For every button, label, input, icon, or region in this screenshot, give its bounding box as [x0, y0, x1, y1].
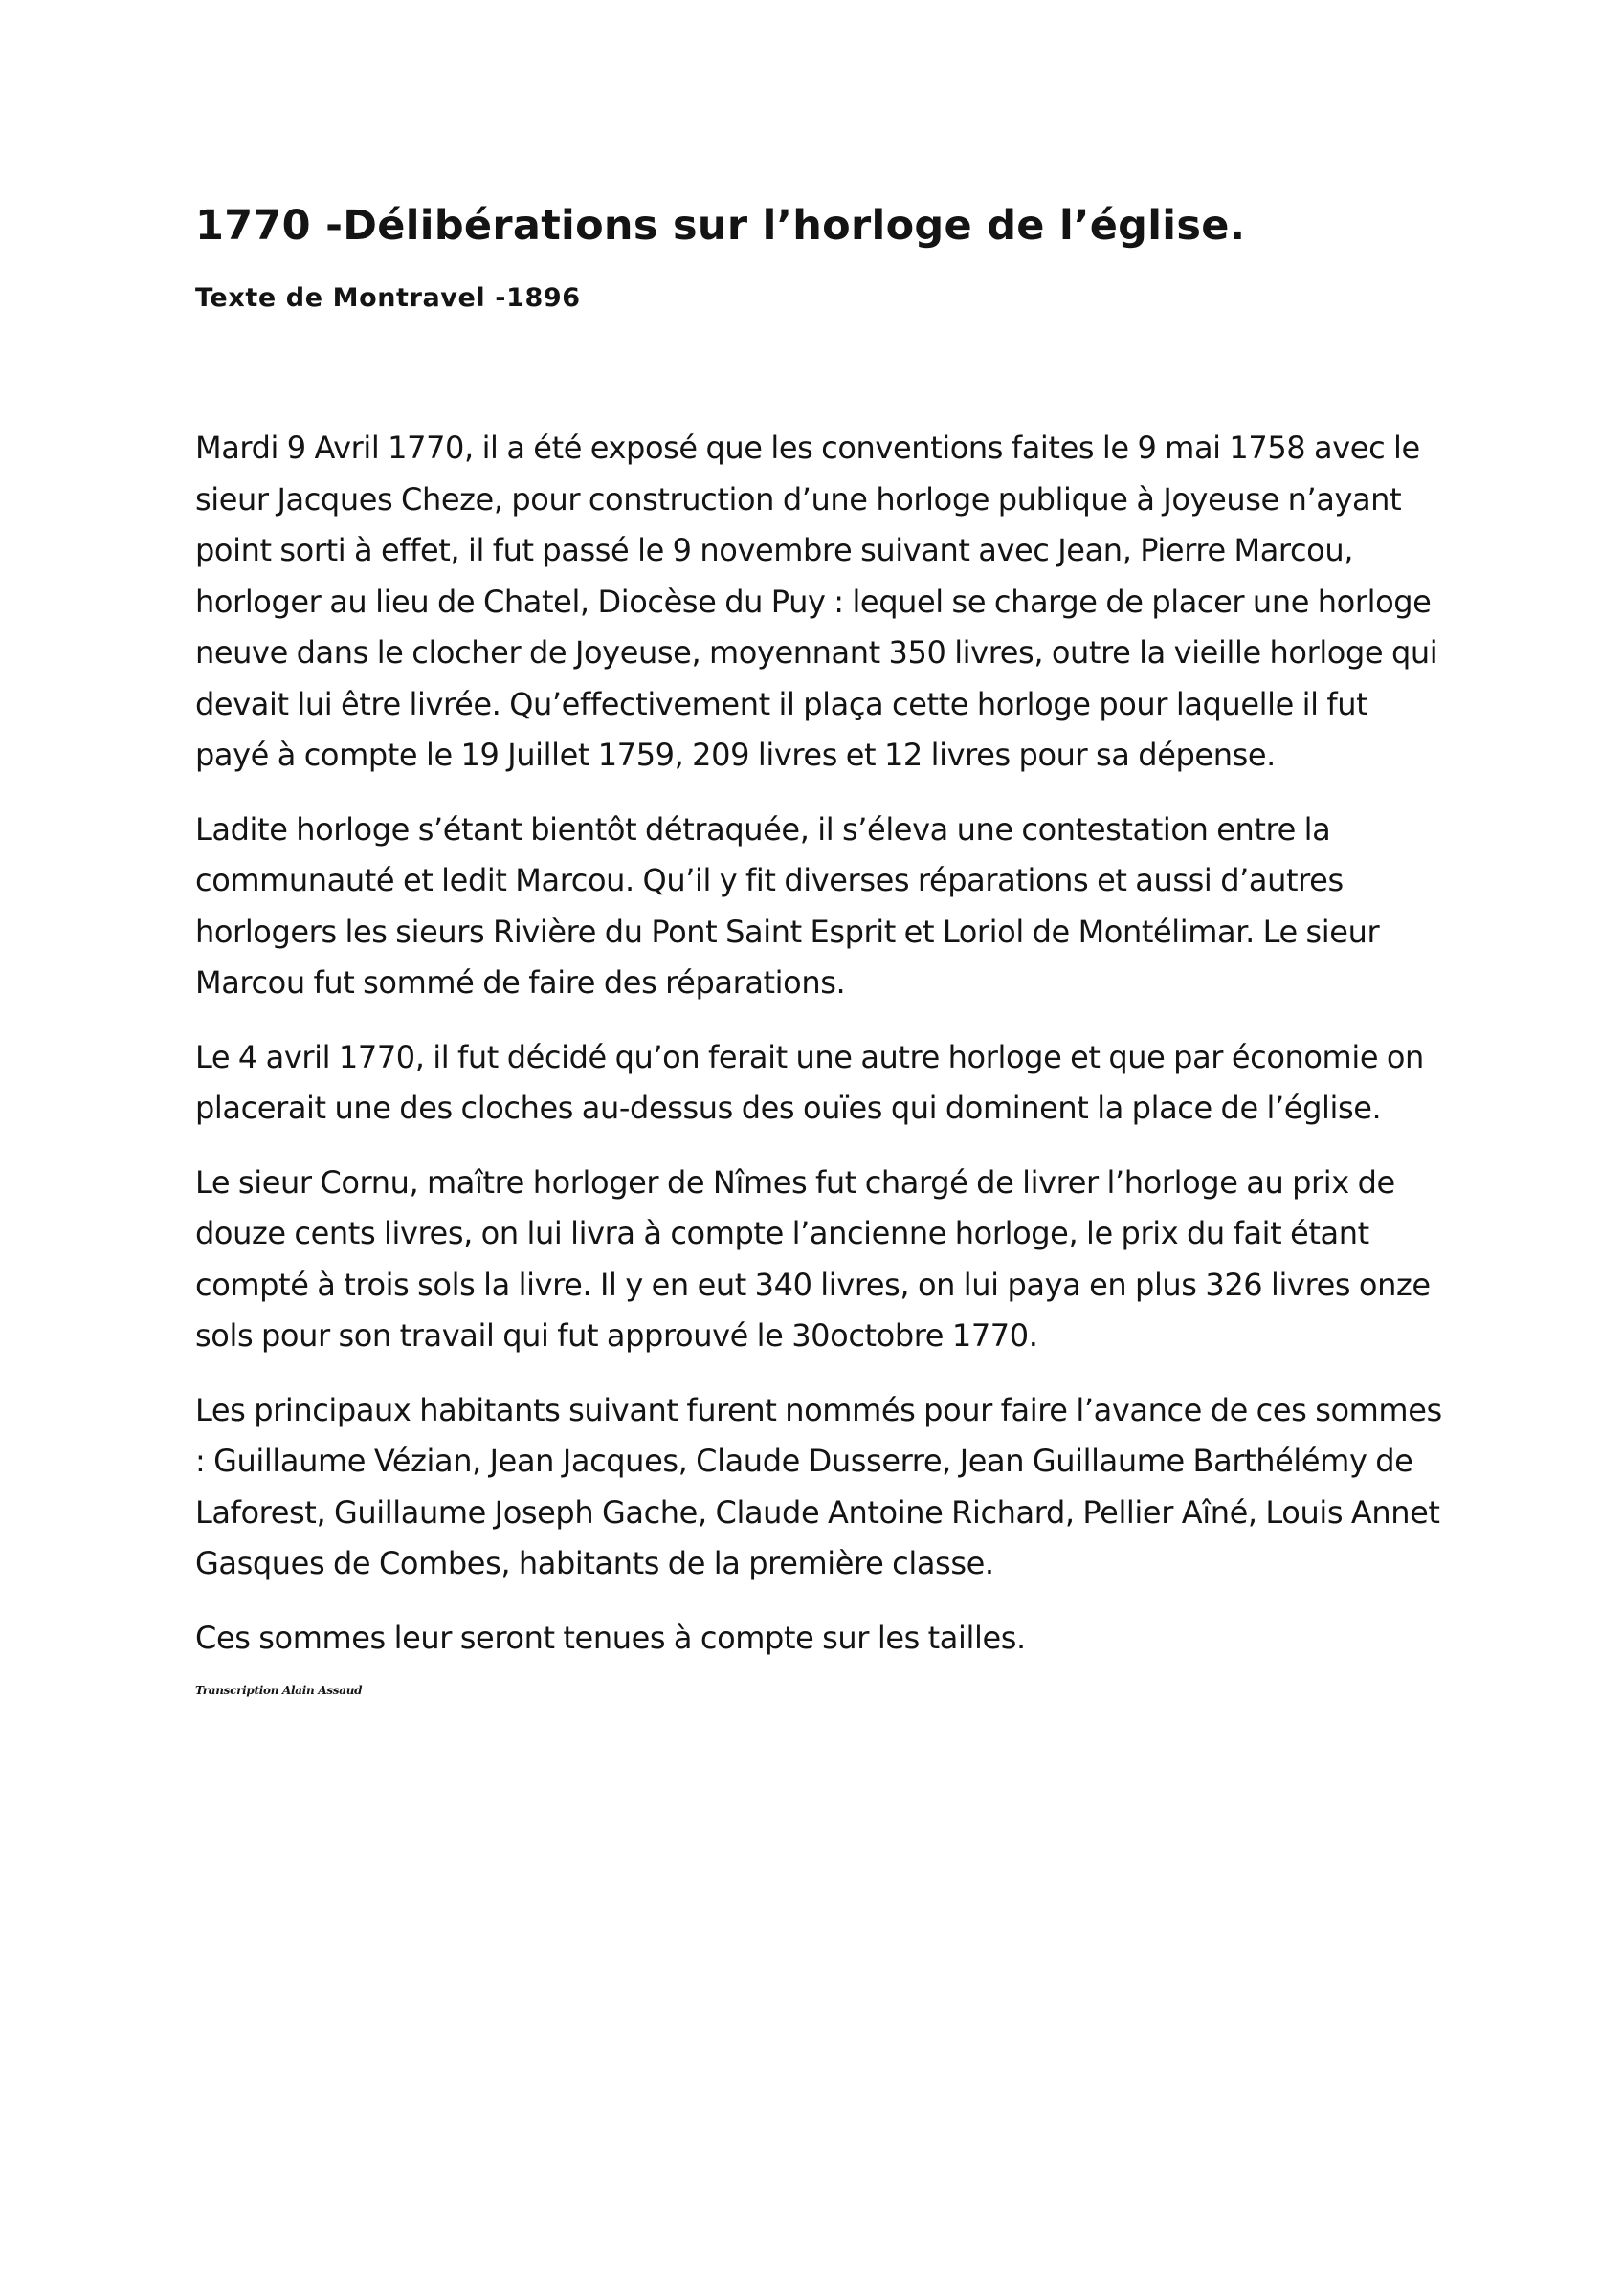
paragraph: Le 4 avril 1770, il fut décidé qu’on ferait une autre horloge et que par économie on placerait une des cloches au-dessus des ouïes qui dominent la place de l’église.: [195, 1038, 1424, 1126]
paragraph: Ladite horloge s’étant bientôt détraquée, il s’éleva une contestation entre la communauté et ledit Marcou. Qu’il y fit diverses réparations et aussi d’autres horlogers les sieurs Rivière du Pont Saint Esprit et Loriol de Montélimar. Le sieur Marcou fut sommé de faire des réparations.: [195, 810, 1380, 1001]
paragraph: Le sieur Cornu, maître horloger de Nîmes fut chargé de livrer l’horloge au prix de douze cents livres, on lui livra à compte l’ancienne horloge, le prix du fait étant compté à trois sols la livre. Il y en eut 340 livres, on lui paya en plus 326 livres onze sols pour son travail qui fut approuvé le 30octobre 1770.: [195, 1163, 1431, 1354]
document-subtitle: Texte de Montravel -1896: [195, 283, 581, 313]
paragraph: Mardi 9 Avril 1770, il a été exposé que les conventions faites le 9 mai 1758 avec le sieur Jacques Cheze, pour construction d’une horloge publique à Joyeuse n’ayant point sorti à effet, il fut passé le 9 novembre suivant avec Jean, Pierre Marcou, horloger au lieu de Chatel, Diocèse du Puy : lequel se charge de placer une horloge neuve dans le clocher de Joyeuse, moyennant 350 livres, outre la vieille horloge qui devait lui être livrée. Qu’effectivement il plaça cette horloge pour laquelle il fut payé à compte le 19 Juillet 1759, 209 livres et 12 livres pour sa dépense.: [195, 430, 1438, 773]
paragraph: Ces sommes leur seront tenues à compte sur les tailles.: [195, 1619, 1026, 1656]
document-title: 1770 -Délibérations sur l’horloge de l’église.: [195, 202, 1246, 250]
transcriber-note: Transcription Alain Assaud: [195, 1684, 363, 1697]
document-body: [195, 423, 1449, 1664]
document-page: [195, 199, 1449, 1698]
paragraph: Les principaux habitants suivant furent nommés pour faire l’avance de ces sommes : Guillaume Vézian, Jean Jacques, Claude Dusserre, Jean Guillaume Barthélémy de Laforest, Guillaume Joseph Gache, Claude Antoine Richard, Pellier Aîné, Louis Annet Gasques de Combes, habitants de la première classe.: [195, 1391, 1442, 1581]
